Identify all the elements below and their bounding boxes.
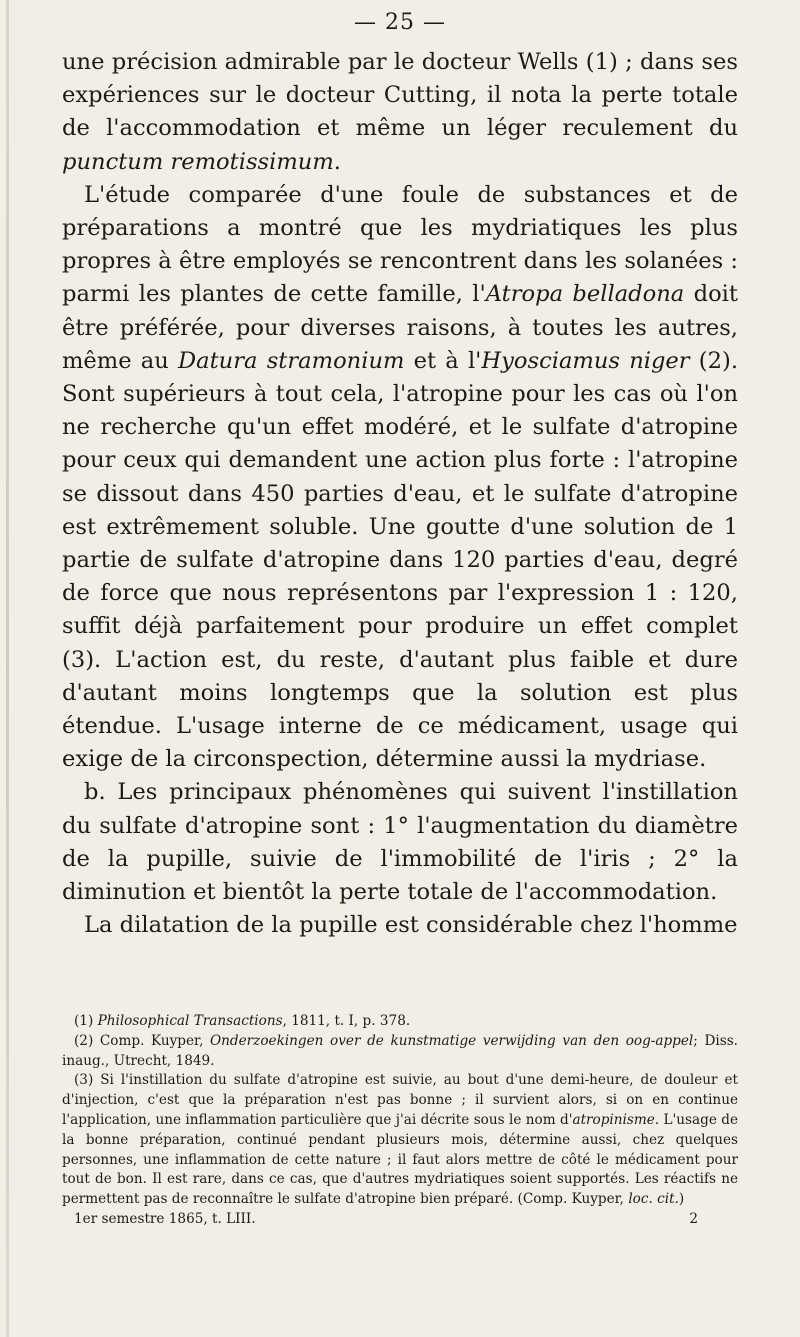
- signature-line: [62, 1210, 738, 1230]
- footnote-3: (3) Si l'instillation du sulfate d'atropine est suivie, au bout d'une demi-heure, de douleur et d'injection, c'est que la préparation n'est pas bonne ; il survient alors, si on en continue l'application, une inflammation particulière que j'ai décrite sous le nom d'atropinisme. L'usage de la bonne préparation, continué pendant plusieurs mois, détermine aussi, chez quelques personnes, une inflammation de cette nature ; il faut alors mettre de côté le médicament pour tout de bon. Il est rare, dans ce cas, que d'autres mydriatiques soient supportés. Les réactifs ne permettent pas de reconnaître le sulfate d'atropine bien préparé. (Comp. Kuyper, loc. cit.): [62, 1072, 739, 1208]
- signature-mark: 1er semestre 1865, t. LIII.: [74, 1210, 256, 1227]
- footnote-2: (2) Comp. Kuyper, Onderzoekingen over de kunstmatige verwijding van den oog-appel; Diss. inaug., Utrecht, 1849.: [62, 1032, 738, 1069]
- paragraph-2: L'étude comparée d'une foule de substances et de préparations a montré que les mydriatiques les plus propres à être employés se rencontrent dans les solanées : parmi les plantes de cette famille, l'Atropa belladona doit être préférée, pour diverses raisons, à toutes les autres, même au Datura stramonium et à l'Hyosciamus niger (2). Sont supérieurs à tout cela, l'atropine pour les cas où l'on ne recherche qu'un effet modéré, et le sulfate d'atropine pour ceux qui demandent une action plus forte : l'atropine se dissout dans 450 parties d'eau, et le sulfate d'atropine est extrêmement soluble. Une goutte d'une solution de 1 partie de sulfate d'atropine dans 120 parties d'eau, degré de force que nous représentons par l'expression 1 : 120, suffit déjà parfaitement pour produire un effet complet (3). L'action est, du reste, d'autant plus faible et dure d'autant moins longtemps que la solution est plus étendue. L'usage interne de ce médicament, usage qui exige de la circonspection, détermine aussi la mydriase.: [62, 181, 738, 773]
- page-edge-shadow: [6, 0, 9, 1337]
- footnotes: [62, 1012, 738, 1230]
- page-number: — 25 —: [354, 10, 446, 35]
- paragraph-4: La dilatation de la pupille est considérable chez l'homme: [84, 912, 738, 939]
- paragraph-3: b. Les principaux phénomènes qui suivent l'instillation du sulfate d'atropine sont : 1° l'augmentation du diamètre de la pupille, suivie de l'immobilité de l'iris ; 2° la diminution et bientôt la perte totale de l'accommodation.: [62, 779, 738, 906]
- signature-number: 2: [689, 1210, 698, 1227]
- paragraph-1: une précision admirable par le docteur Wells (1) ; dans ses expériences sur le docteur Cutting, il nota la perte totale de l'accommodation et même un léger reculement du punctum remotissimum.: [62, 49, 738, 175]
- main-text-body: [62, 46, 738, 942]
- footnote-1: (1) Philosophical Transactions, 1811, t. I, p. 378.: [74, 1013, 411, 1029]
